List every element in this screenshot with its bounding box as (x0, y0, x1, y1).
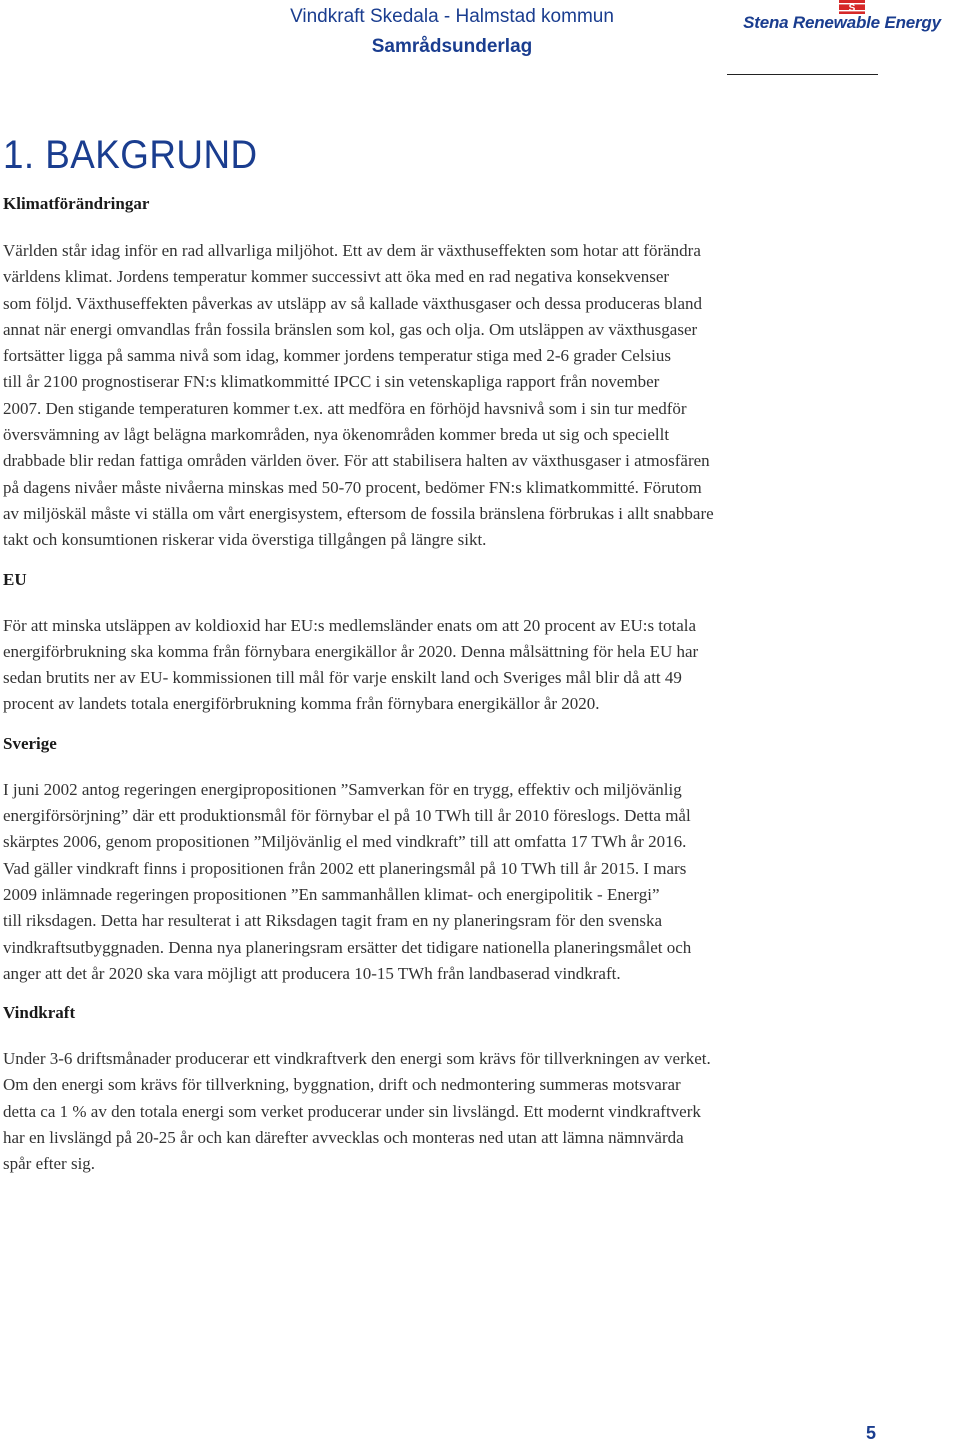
text-line: energiförbrukning ska komma från förnybara energikällor år 2020. Denna målsättning för hela EU har (3, 641, 699, 661)
text-line: av miljöskäl måste vi ställa om vårt energisystem, eftersom de fossila bränslena förbrukas i allt snabbare (3, 503, 714, 523)
text-line: takt och konsumtionen riskerar vida överstiga tillgången på längre sikt. (3, 530, 487, 550)
section-vindkraft (3, 1002, 883, 1177)
text-line: Världen står idag inför en rad allvarliga miljöhot. Ett av dem är växthuseffekten som hotar att förändra (3, 241, 701, 260)
text-line: vindkraftsutbyggnaden. Denna nya planeringsram ersätter det tidigare nationella planeringsmålet och (3, 937, 692, 957)
text-line: till riksdagen. Detta har resulterat i att Riksdagen tagit fram en ny planeringsram för den svenska (3, 911, 663, 931)
subheading: EU (3, 569, 27, 589)
page-number: 5 (866, 1423, 877, 1443)
paragraph (3, 1046, 883, 1177)
text-line: sedan brutits ner av EU- kommissionen till mål för varje enskilt land och Sveriges mål blir då att 49 (3, 668, 682, 688)
text-line: fortsätter ligga på samma nivå som idag, kommer jordens temperatur stiga med 2-6 grader Celsius (3, 346, 672, 366)
text-line: spår efter sig. (3, 1154, 96, 1174)
subheading: Sverige (3, 733, 57, 753)
text-line: Vad gäller vindkraft finns i propositionen från 2002 ett planeringsmål på 10 TWh till år 2015. I mars (3, 858, 687, 878)
text-line: har en livslängd på 20-25 år och kan därefter avvecklas och monteras ned utan att lämna nämnvärda (3, 1128, 684, 1148)
stena-renewable-energy-logo (727, 0, 957, 34)
text-line: drabbade blir redan fattiga områden världen över. För att stabilisera halten av växthusgaser i atmosfären (3, 451, 710, 471)
text-line: I juni 2002 antog regeringen energipropositionen ”Samverkan för en trygg, effektiv och miljövänlig (3, 779, 682, 799)
subheading: Vindkraft (3, 1003, 76, 1023)
flag-icon (839, 0, 865, 14)
document-header (272, 6, 632, 58)
paragraph (3, 238, 883, 554)
subheading: Klimatförändringar (3, 194, 150, 213)
text-line: detta ca 1 % av den totala energi som verket producerar under sin livslängd. Ett modernt vindkraftverk (3, 1101, 701, 1121)
text-line: på dagens nivåer måste nivåerna minskas med 50-70 procent, bedömer FN:s klimatkommitté. Förutom (3, 477, 702, 497)
text-line: som följd. Växthuseffekten påverkas av utsläpp av så kallade växthusgaser och dessa produceras bland (3, 293, 702, 313)
header-subtitle: Samrådsunderlag (371, 36, 533, 57)
text-line: till år 2100 prognostiserar FN:s klimatkommitté IPCC i sin vetenskapliga rapport från november (3, 372, 660, 392)
text-line: 2009 inlämnade regeringen propositionen ”En sammanhållen klimat- och energipolitik - Energi” (3, 884, 660, 904)
logo-mark: S (848, 3, 856, 14)
document-body (3, 193, 883, 1178)
section-klimatforandringar (3, 193, 883, 554)
header-title: Vindkraft Skedala - Halmstad kommun (290, 6, 614, 27)
text-line: För att minska utsläppen av koldioxid har EU:s medlemsländer enats om att 20 procent av EU:s totala (3, 615, 697, 635)
text-line: Om den energi som krävs för tillverkning, byggnation, drift och nedmontering summeras motsvarar (3, 1075, 681, 1095)
text-line: översvämning av lågt belägna markområden, nya ökenområden kommer breda ut sig och speciellt (3, 425, 670, 445)
section-eu (3, 569, 883, 718)
text-line: energiförsörjning” där ett produktionsmål för förnybar el på 10 TWh till år 2010 föreslogs. Detta mål (3, 806, 691, 826)
text-line: världens klimat. Jordens temperatur kommer successivt att öka med en rad negativa konsekvenser (3, 267, 670, 287)
text-line: procent av landets totala energiförbrukning komma från förnybara energikällor år 2020. (3, 694, 600, 714)
logo-text: Stena Renewable Energy (743, 13, 941, 32)
header-divider (727, 74, 878, 75)
section-heading: 1. BAKGRUND (3, 133, 258, 177)
paragraph (3, 777, 883, 987)
text-line: anger att det år 2020 ska vara möjligt att producera 10-15 TWh från landbaserad vindkraft. (3, 963, 621, 983)
text-line: Under 3-6 driftsmånader producerar ett vindkraftverk den energi som krävs för tillverkningen av verket. (3, 1049, 711, 1069)
paragraph (3, 613, 883, 718)
text-line: 2007. Den stigande temperaturen kommer t.ex. att medföra en förhöjd havsnivå som i sin tur medför (3, 398, 687, 418)
text-line: annat när energi omvandlas från fossila bränslen som kol, gas och olja. Om utsläppen av växthusgaser (3, 319, 698, 339)
section-sverige (3, 733, 883, 987)
text-line: skärptes 2006, genom propositionen ”Miljövänlig el med vindkraft” till att omfatta 17 TWh år 2016. (3, 832, 687, 852)
